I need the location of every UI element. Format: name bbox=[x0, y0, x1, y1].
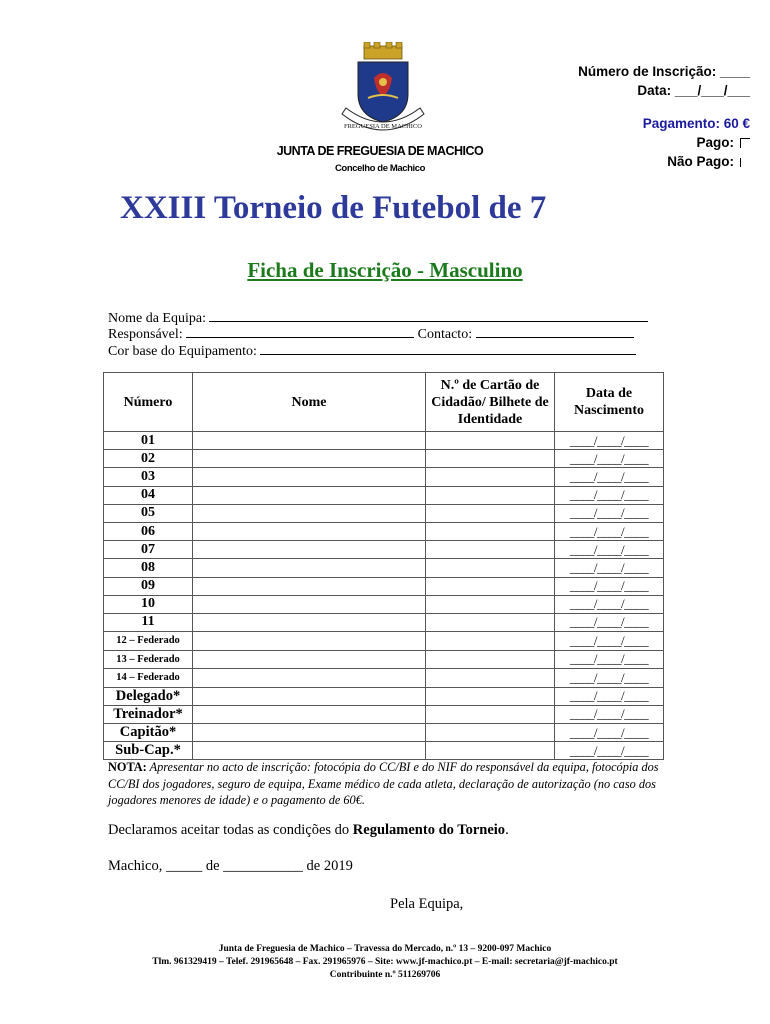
birthdate-cell[interactable]: ____/____/____ bbox=[555, 742, 664, 760]
header-number: Número bbox=[104, 373, 193, 432]
federated-row bbox=[104, 650, 664, 669]
row-label: 10 bbox=[104, 595, 193, 613]
player-row bbox=[104, 522, 664, 540]
coat-of-arms-logo bbox=[338, 42, 428, 142]
header-id-card: N.º de Cartão de Cidadão/ Bilhete de Identidade bbox=[426, 373, 555, 432]
equipment-color-field bbox=[108, 342, 636, 360]
row-label: 03 bbox=[104, 468, 193, 486]
declaration-text: Declaramos aceitar todas as condições do bbox=[108, 822, 353, 838]
birthdate-cell[interactable]: ____/____/____ bbox=[555, 450, 664, 468]
name-cell[interactable] bbox=[193, 687, 426, 705]
player-row bbox=[104, 450, 664, 468]
equipment-color-label: Cor base do Equipamento: bbox=[108, 344, 257, 359]
header-name: Nome bbox=[193, 373, 426, 432]
place-date-line[interactable]: Machico, _____ de ___________ de 2019 bbox=[108, 858, 353, 874]
birthdate-cell[interactable]: ____/____/____ bbox=[555, 613, 664, 631]
row-label: 08 bbox=[104, 559, 193, 577]
id-card-cell[interactable] bbox=[426, 541, 555, 559]
registration-number: Número de Inscrição: ____ bbox=[578, 64, 750, 79]
id-card-cell[interactable] bbox=[426, 486, 555, 504]
id-card-cell[interactable] bbox=[426, 687, 555, 705]
id-card-cell[interactable] bbox=[426, 723, 555, 741]
birthdate-cell[interactable]: ____/____/____ bbox=[555, 559, 664, 577]
signature-label: Pela Equipa, bbox=[390, 896, 464, 912]
name-cell[interactable] bbox=[193, 559, 426, 577]
player-row bbox=[104, 432, 664, 450]
form-subtitle: Ficha de Inscrição - Masculino bbox=[247, 258, 523, 282]
row-label: Capitão* bbox=[104, 723, 193, 741]
team-name-label: Nome da Equipa: bbox=[108, 311, 206, 326]
id-card-cell[interactable] bbox=[426, 613, 555, 631]
row-label: Delegado* bbox=[104, 687, 193, 705]
header-birthdate: Data de Nascimento bbox=[555, 373, 664, 432]
name-cell[interactable] bbox=[193, 541, 426, 559]
birthdate-cell[interactable]: ____/____/____ bbox=[555, 723, 664, 741]
name-cell[interactable] bbox=[193, 450, 426, 468]
registration-info bbox=[578, 62, 750, 171]
birthdate-cell[interactable]: ____/____/____ bbox=[555, 595, 664, 613]
footer-tax-number: Contribuinte n.º 511269706 bbox=[329, 970, 441, 980]
row-label: 11 bbox=[104, 613, 193, 631]
row-label: 09 bbox=[104, 577, 193, 595]
declaration-end: . bbox=[505, 822, 509, 838]
name-cell[interactable] bbox=[193, 613, 426, 631]
row-label: Treinador* bbox=[104, 705, 193, 723]
player-row bbox=[104, 504, 664, 522]
registration-date: Data: ___/___/___ bbox=[637, 83, 750, 98]
row-label: 01 bbox=[104, 432, 193, 450]
staff-row bbox=[104, 687, 664, 705]
responsible-label: Responsável: bbox=[108, 327, 183, 342]
id-card-cell[interactable] bbox=[426, 742, 555, 760]
row-label: 02 bbox=[104, 450, 193, 468]
row-label: 14 – Federado bbox=[104, 669, 193, 688]
player-row bbox=[104, 541, 664, 559]
footer-address: Junta de Freguesia de Machico – Travessa do Mercado, n.º 13 – 9200-097 Machico bbox=[218, 944, 552, 954]
name-cell[interactable] bbox=[193, 522, 426, 540]
name-cell[interactable] bbox=[193, 504, 426, 522]
row-label: Sub-Cap.* bbox=[104, 742, 193, 760]
players-table-body bbox=[104, 432, 664, 760]
player-row bbox=[104, 468, 664, 486]
id-card-cell[interactable] bbox=[426, 577, 555, 595]
regulation-name: Regulamento do Torneio bbox=[352, 822, 506, 838]
id-card-cell[interactable] bbox=[426, 705, 555, 723]
birthdate-cell[interactable]: ____/____/____ bbox=[555, 669, 664, 688]
player-row bbox=[104, 613, 664, 631]
id-card-cell[interactable] bbox=[426, 559, 555, 577]
name-cell[interactable] bbox=[193, 486, 426, 504]
row-label: 05 bbox=[104, 504, 193, 522]
unpaid-row bbox=[578, 152, 750, 171]
id-card-cell[interactable] bbox=[426, 450, 555, 468]
name-cell[interactable] bbox=[193, 432, 426, 450]
name-cell[interactable] bbox=[193, 468, 426, 486]
footer bbox=[0, 943, 770, 982]
staff-row bbox=[104, 705, 664, 723]
note-paragraph bbox=[108, 759, 668, 809]
id-card-cell[interactable] bbox=[426, 650, 555, 669]
name-cell[interactable] bbox=[193, 577, 426, 595]
id-card-cell[interactable] bbox=[426, 669, 555, 688]
name-cell[interactable] bbox=[193, 742, 426, 760]
note-text: Apresentar no acto de inscrição: fotocópia do CC/BI e do NIF do responsável da equipa, fotocópia dos CC/BI dos jogadores, seguro de equipa, Exame médico de cada atleta, declaração de autorização (no caso dos jogadores menores de idade) e o pagamento de 60€. bbox=[108, 760, 659, 807]
player-row bbox=[104, 486, 664, 504]
paid-label: Pago: bbox=[696, 135, 734, 150]
name-cell[interactable] bbox=[193, 669, 426, 688]
org-subtitle: Concelho de Machico bbox=[334, 163, 426, 174]
logo-ribbon-text: FREGUESIA DE MACHICO bbox=[343, 123, 423, 130]
birthdate-cell[interactable]: ____/____/____ bbox=[555, 468, 664, 486]
page-title: XXIII Torneio de Futebol de 7 bbox=[120, 190, 547, 226]
team-name-input[interactable] bbox=[209, 309, 648, 322]
player-row bbox=[104, 559, 664, 577]
player-row bbox=[104, 577, 664, 595]
id-card-cell[interactable] bbox=[426, 468, 555, 486]
birthdate-cell[interactable]: ____/____/____ bbox=[555, 650, 664, 669]
paid-checkbox[interactable] bbox=[740, 138, 750, 148]
org-name: JUNTA DE FREGUESIA DE MACHICO bbox=[276, 144, 484, 158]
unpaid-checkbox[interactable] bbox=[740, 158, 750, 167]
birthdate-cell[interactable]: ____/____/____ bbox=[555, 522, 664, 540]
birthdate-cell[interactable]: ____/____/____ bbox=[555, 432, 664, 450]
player-row bbox=[104, 595, 664, 613]
row-label: 04 bbox=[104, 486, 193, 504]
id-card-cell[interactable] bbox=[426, 432, 555, 450]
responsible-input[interactable] bbox=[186, 325, 414, 338]
unpaid-label: Não Pago: bbox=[667, 154, 734, 169]
id-card-cell[interactable] bbox=[426, 595, 555, 613]
id-card-cell[interactable] bbox=[426, 504, 555, 522]
birthdate-cell[interactable]: ____/____/____ bbox=[555, 632, 664, 651]
name-cell[interactable] bbox=[193, 632, 426, 651]
row-label: 12 – Federado bbox=[104, 632, 193, 651]
birthdate-cell[interactable]: ____/____/____ bbox=[555, 577, 664, 595]
note-label: NOTA: bbox=[108, 760, 147, 774]
declaration bbox=[108, 822, 509, 839]
name-cell[interactable] bbox=[193, 705, 426, 723]
birthdate-cell[interactable]: ____/____/____ bbox=[555, 687, 664, 705]
footer-contacts: Tlm. 961329419 – Telef. 291965648 – Fax. 291965976 – Site: www.jf-machico.pt – E-mail: secretaria@jf-machico.pt bbox=[152, 957, 618, 967]
payment-amount: Pagamento: 60 € bbox=[642, 116, 750, 131]
contact-label: Contacto: bbox=[417, 327, 473, 342]
players-table bbox=[103, 372, 664, 760]
name-cell[interactable] bbox=[193, 650, 426, 669]
table-header-row bbox=[104, 373, 664, 432]
id-card-cell[interactable] bbox=[426, 522, 555, 540]
birthdate-cell[interactable]: ____/____/____ bbox=[555, 504, 664, 522]
federated-row bbox=[104, 632, 664, 651]
name-cell[interactable] bbox=[193, 723, 426, 741]
federated-row bbox=[104, 669, 664, 688]
id-card-cell[interactable] bbox=[426, 632, 555, 651]
name-cell[interactable] bbox=[193, 595, 426, 613]
birthdate-cell[interactable]: ____/____/____ bbox=[555, 486, 664, 504]
birthdate-cell[interactable]: ____/____/____ bbox=[555, 541, 664, 559]
contact-input[interactable] bbox=[476, 325, 634, 338]
staff-row bbox=[104, 742, 664, 760]
equipment-color-input[interactable] bbox=[260, 342, 636, 355]
row-label: 13 – Federado bbox=[104, 650, 193, 669]
row-label: 07 bbox=[104, 541, 193, 559]
responsible-field bbox=[108, 325, 634, 343]
paid-row bbox=[578, 133, 750, 152]
row-label: 06 bbox=[104, 522, 193, 540]
staff-row bbox=[104, 723, 664, 741]
birthdate-cell[interactable]: ____/____/____ bbox=[555, 705, 664, 723]
